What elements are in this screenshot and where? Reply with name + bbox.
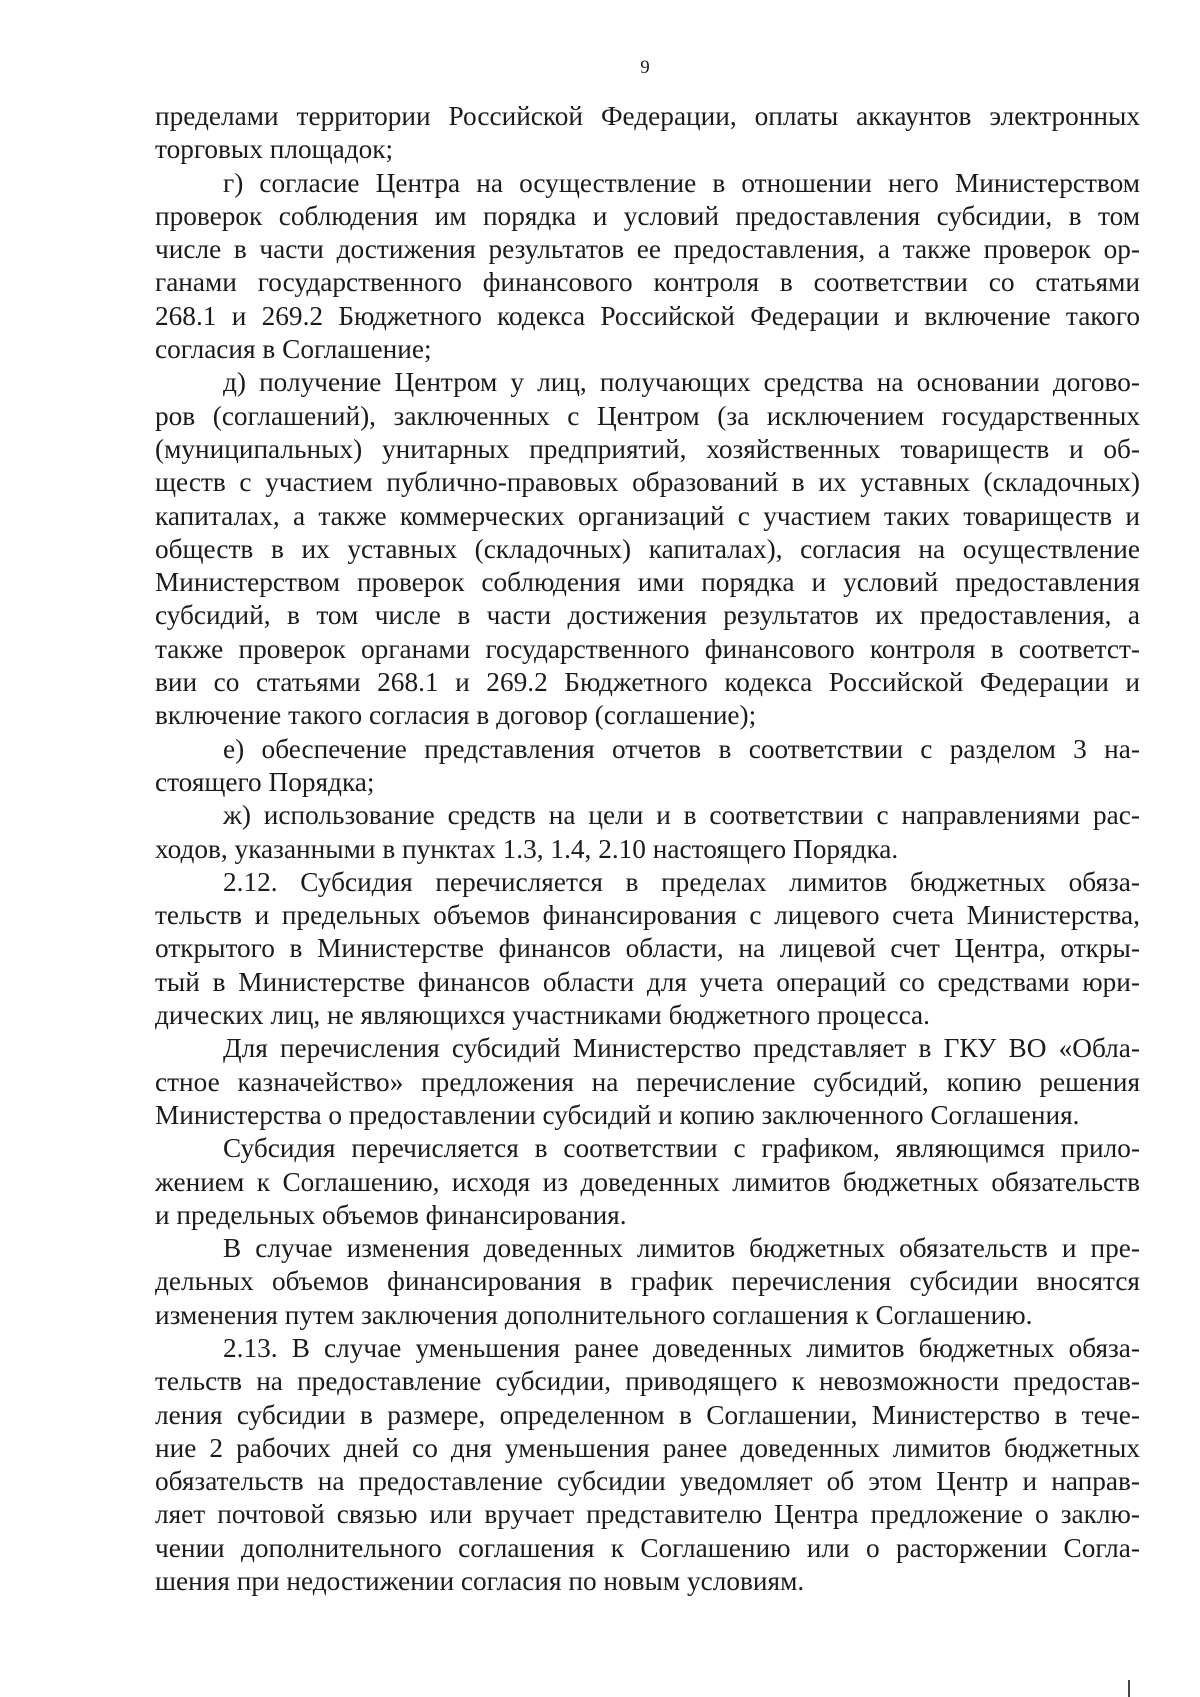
text-line: ходов, указанными в пунктах 1.3, 1.4, 2.10 настоящего Порядка.: [155, 833, 899, 864]
text-line: изменения путем заключения дополнительного соглашения к Соглашению.: [155, 1299, 1033, 1330]
text-line: 2.12. Субсидия перечисляется в пределах лимитов бюджетных обяза-: [223, 866, 1140, 897]
text-line: ществ с участием публично-правовых образований в их уставных (складочных): [155, 467, 1140, 498]
text-line: пределами территории Российской Федерации, оплаты аккаунтов электронных: [155, 101, 1140, 131]
text-line: ров (соглашений), заключенных с Центром (за исключением государственных: [155, 400, 1140, 431]
text-line: открытого в Министерстве финансов области, на лицевой счет Центра, откры-: [155, 933, 1140, 964]
text-line: стное казначейство» предложения на перечисление субсидий, копию решения: [155, 1066, 1140, 1097]
text-line: чении дополнительного соглашения к Соглашению или о расторжении Согла-: [155, 1532, 1140, 1563]
text-line: Министерством проверок соблюдения ими порядка и условий предоставления: [155, 567, 1140, 598]
text-line: стоящего Порядка;: [155, 766, 375, 797]
text-line: обществ в их уставных (складочных) капиталах), согласия на осуществление: [155, 533, 1140, 564]
text-line: тельств на предоставление субсидии, приводящего к невозможности предостав-: [155, 1366, 1140, 1397]
text-line: ж) использование средств на цели и в соответствии с направлениями рас-: [223, 800, 1140, 831]
text-line: включение такого согласия в договор (соглашение);: [155, 700, 757, 731]
text-line: дельных объемов финансирования в график перечисления субсидии вносятся: [155, 1266, 1140, 1297]
paragraph: [155, 799, 1140, 866]
text-line: также проверок органами государственного финансового контроля в соответст-: [155, 633, 1140, 664]
text-line: ние 2 рабочих дней со дня уменьшения ранее доведенных лимитов бюджетных: [155, 1432, 1140, 1463]
text-line: Субсидия перечисляется в соответствии с графиком, являющимся прило-: [223, 1133, 1140, 1164]
text-line: числе в части достижения результатов ее предоставления, а также проверок ор-: [155, 234, 1140, 265]
text-line: ления субсидии в размере, определенном в Соглашении, Министерство в тече-: [155, 1399, 1140, 1430]
text-line: д) получение Центром у лиц, получающих средства на основании догово-: [223, 367, 1140, 398]
text-line: вии со статьями 268.1 и 269.2 Бюджетного кодекса Российской Федерации и: [155, 667, 1140, 698]
paragraph: [155, 1132, 1140, 1232]
text-line: согласия в Соглашение;: [155, 334, 432, 365]
text-line: жением к Соглашению, исходя из доведенных лимитов бюджетных обязательств: [155, 1166, 1140, 1197]
text-line: г) согласие Центра на осуществление в отношении него Министерством: [223, 167, 1140, 198]
text-line: проверок соблюдения им порядка и условий предоставления субсидии, в том: [155, 200, 1140, 231]
paragraph: [155, 100, 1140, 167]
text-line: тый в Министерстве финансов области для учета операций со средствами юри-: [155, 966, 1140, 997]
text-line: 2.13. В случае уменьшения ранее доведенных лимитов бюджетных обяза-: [223, 1332, 1140, 1363]
paragraph: [155, 866, 1140, 1032]
text-line: капиталах, а также коммерческих организаций с участием таких товариществ и: [155, 500, 1140, 531]
text-line: субсидий, в том числе в части достижения результатов их предоставления, а: [155, 600, 1140, 631]
paragraph: [155, 733, 1140, 800]
scan-artifact-mark: [1128, 1680, 1130, 1697]
text-line: тельств и предельных объемов финансирования с лицевого счета Министерства,: [155, 900, 1140, 931]
text-line: ляет почтовой связью или вручает представителю Центра предложение о заклю-: [155, 1499, 1140, 1530]
text-line: Для перечисления субсидий Министерство представляет в ГКУ ВО «Обла-: [223, 1033, 1140, 1064]
text-line: ганами государственного финансового контроля в соответствии со статьями: [155, 267, 1140, 298]
text-line: дических лиц, не являющихся участниками бюджетного процесса.: [155, 1000, 930, 1031]
text-line: е) обеспечение представления отчетов в соответствии с разделом 3 на-: [223, 733, 1140, 764]
paragraph: [155, 1332, 1140, 1598]
text-line: В случае изменения доведенных лимитов бюджетных обязательств и пре-: [223, 1233, 1140, 1264]
text-line: шения при недостижении согласия по новым условиям.: [155, 1566, 805, 1597]
text-line: обязательств на предоставление субсидии уведомляет об этом Центр и направ-: [155, 1466, 1140, 1497]
text-line: 268.1 и 269.2 Бюджетного кодекса Российской Федерации и включение такого: [155, 300, 1140, 331]
text-line: (муниципальных) унитарных предприятий, хозяйственных товариществ и об-: [155, 433, 1140, 464]
paragraph: [155, 1232, 1140, 1332]
text-line: и предельных объемов финансирования.: [155, 1199, 627, 1230]
paragraph: [155, 366, 1140, 732]
paragraph: [155, 1032, 1140, 1132]
document-body: [155, 100, 1140, 1598]
text-line: Министерства о предоставлении субсидий и копию заключенного Соглашения.: [155, 1099, 1080, 1130]
paragraph: [155, 167, 1140, 367]
text-line: торговых площадок;: [155, 134, 394, 165]
page-number: 9: [640, 57, 650, 78]
